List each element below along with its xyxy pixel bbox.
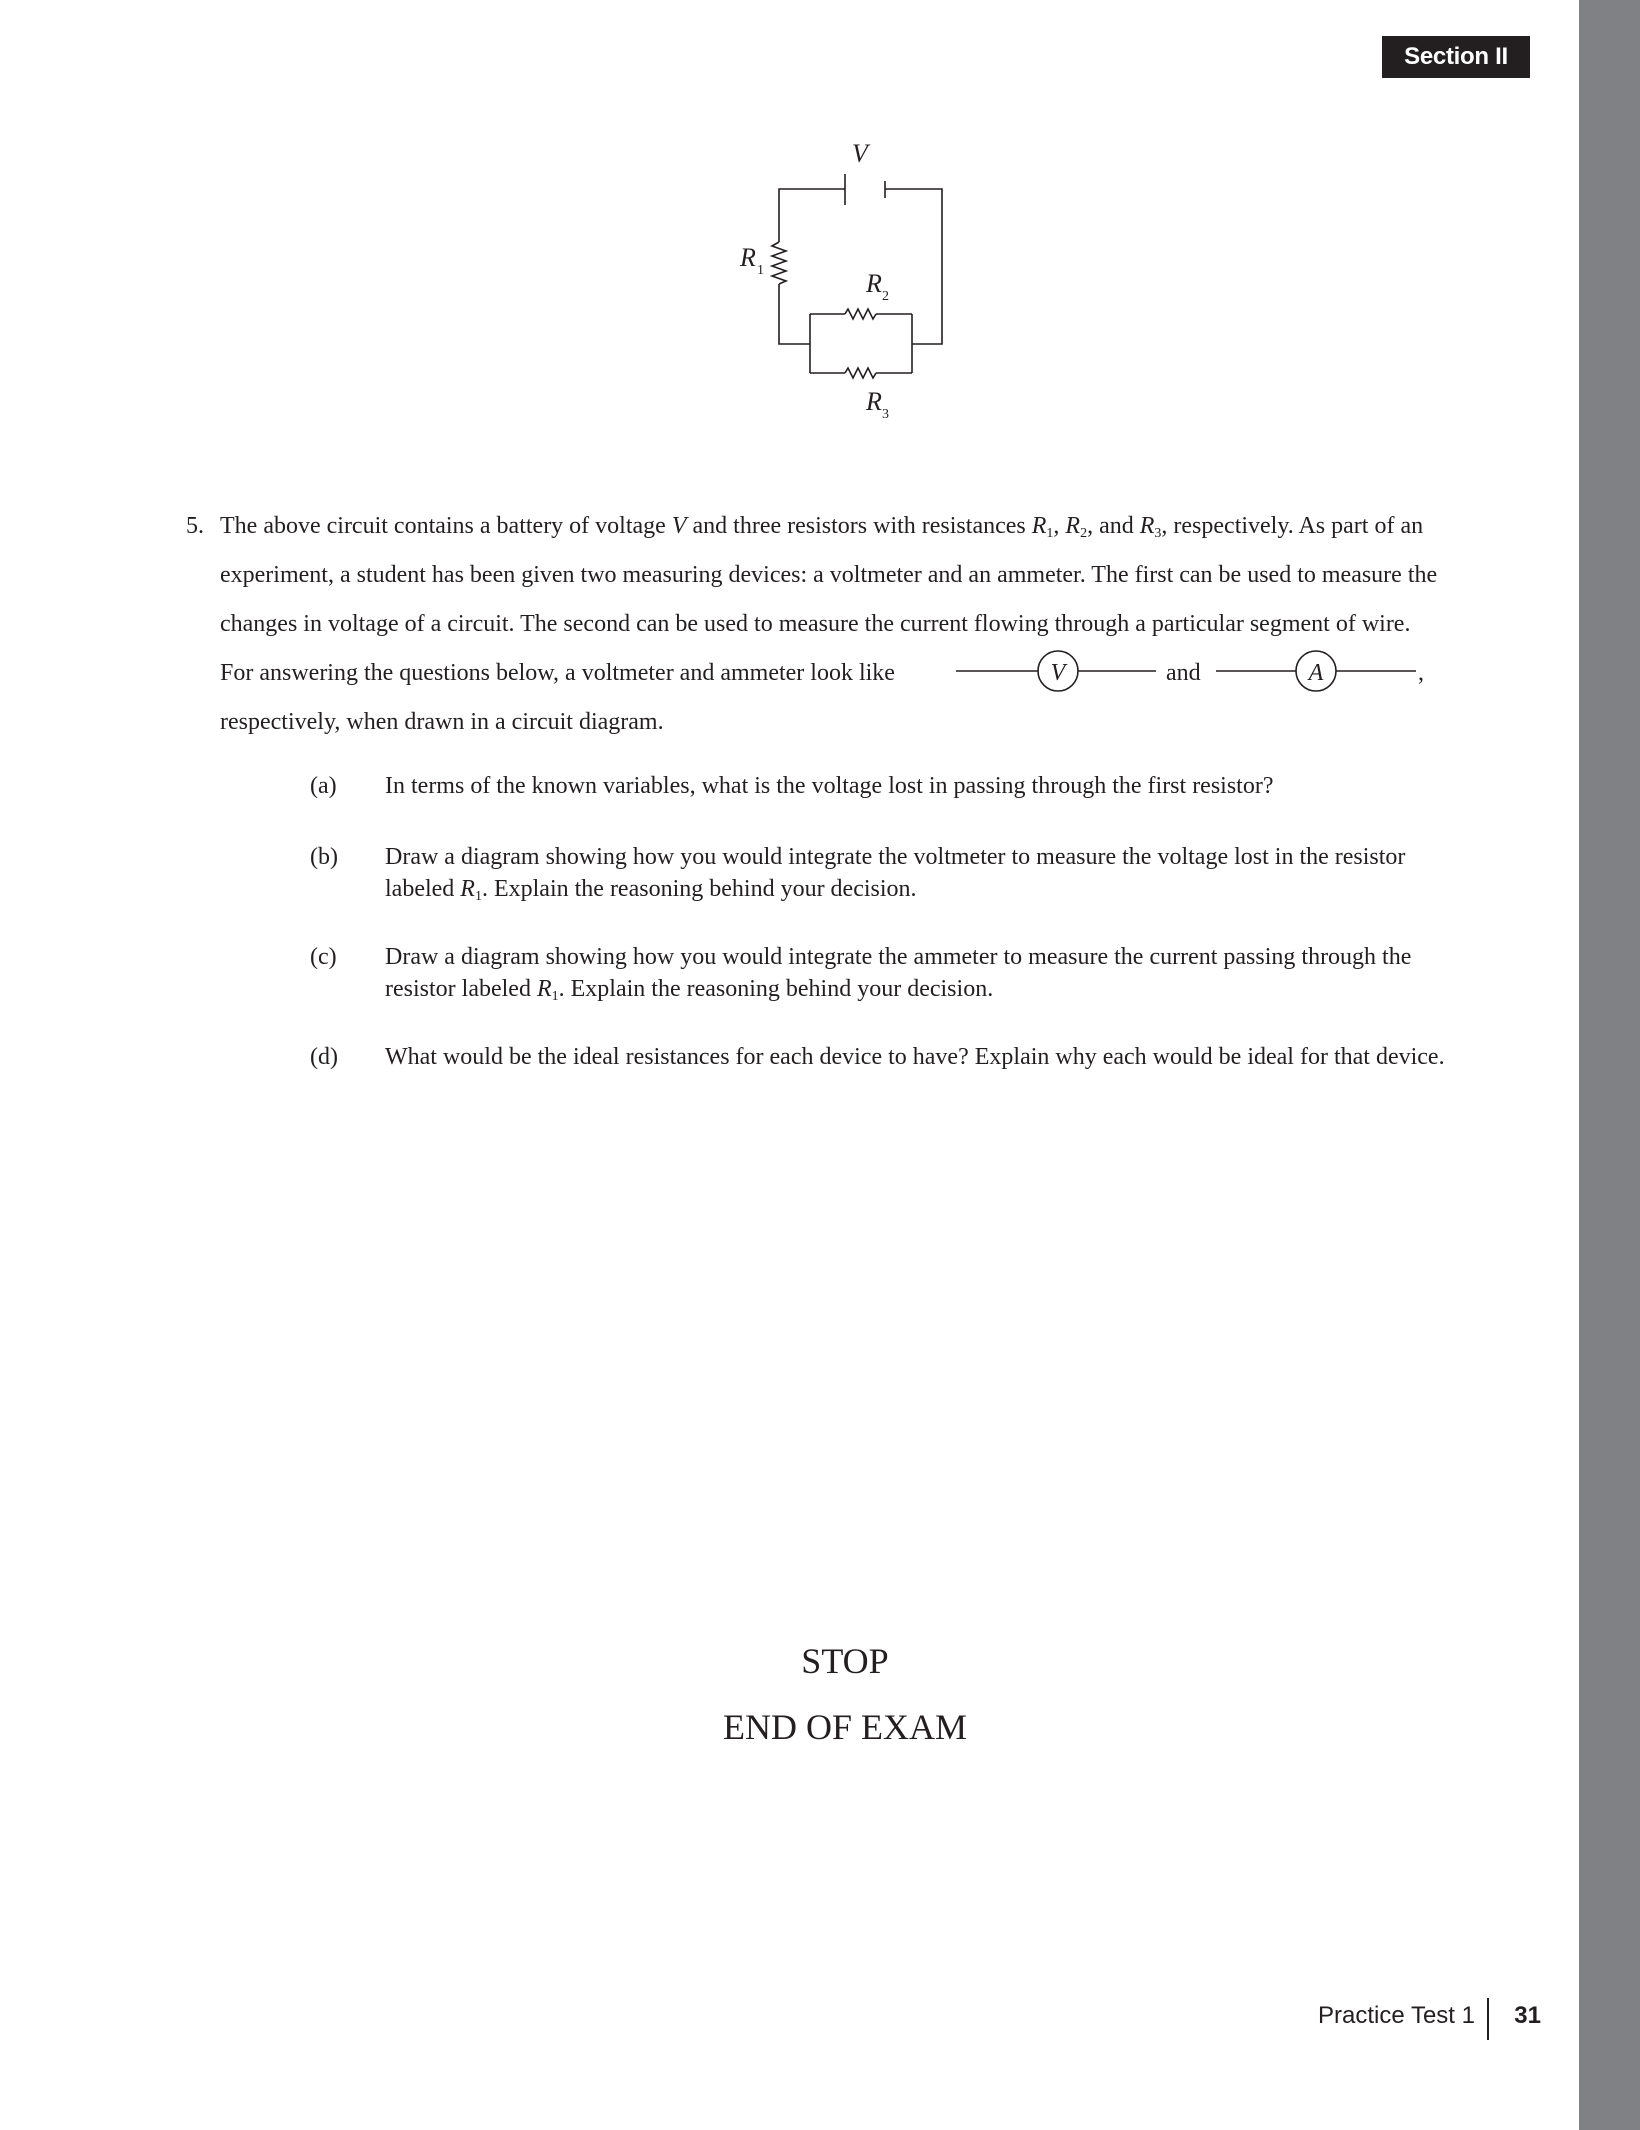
battery-label: V [852, 139, 868, 168]
question-text-4: For answering the questions below, a voltmeter and ammeter look like [220, 660, 895, 686]
r-subscript: 1 [551, 989, 559, 1004]
wire-top-left [779, 189, 845, 242]
resistor-r2 [845, 309, 876, 319]
question-text-1c: , [1053, 513, 1066, 539]
r1-subscript: 1 [757, 263, 764, 278]
part-text-a: In terms of the known variables, what is the voltage lost in passing through the first resistor? [385, 773, 1274, 799]
section-label: Section II [1382, 36, 1530, 78]
part-c-line-1: Draw a diagram showing how you would integrate the ammeter to measure the current passing through the [385, 944, 1412, 970]
r3-label: R [866, 387, 882, 416]
part-b-line-2a: labeled [385, 876, 461, 902]
r-variable: R [460, 876, 475, 902]
part-label-a: (a) [310, 773, 337, 799]
svg-text:V: V [1050, 660, 1066, 686]
question-line-3: changes in voltage of a circuit. The second can be used to measure the current flowing through a particular segment of wire. [220, 611, 1411, 637]
r-variable: R [1139, 513, 1155, 539]
part-b-line-1: Draw a diagram showing how you would integrate the voltmeter to measure the voltage lost in the resistor [385, 844, 1406, 870]
r-subscript-1: 1 [1046, 526, 1054, 541]
r-subscript: 1 [474, 889, 482, 904]
footer-label: Practice Test 1 [1318, 2002, 1475, 2029]
part-b-line-2b: . Explain the reasoning behind your decision. [481, 876, 917, 902]
ammeter-symbol-icon [1216, 649, 1416, 698]
question-line-4 [186, 649, 1566, 698]
r-subscript-3: 3 [1154, 526, 1162, 541]
r-variable: R [536, 976, 552, 1002]
part-c-line-2b: . Explain the reasoning behind your decision. [558, 976, 994, 1002]
question-number: 5. [186, 513, 204, 539]
question-line-2: experiment, a student has been given two measuring devices: a voltmeter and an ammeter. The first can be used to measure the [220, 562, 1438, 588]
page-edge-tab [1579, 0, 1640, 2130]
resistor-r1 [772, 242, 786, 284]
trailing-comma: , [1418, 660, 1424, 686]
part-text-c [385, 941, 1555, 1005]
r2-subscript: 2 [882, 289, 889, 304]
voltage-variable: V [671, 513, 687, 539]
part-text-b [385, 841, 1555, 905]
r3-subscript: 3 [882, 407, 889, 422]
question-text-1d: , and [1087, 513, 1140, 539]
question-line-1 [186, 502, 1566, 551]
part-label-b: (b) [310, 844, 338, 870]
page-number: 31 [1514, 2002, 1541, 2029]
wire-top-right [885, 189, 942, 344]
part-label-c: (c) [310, 944, 337, 970]
question-text-1b: and three resistors with resistances [686, 513, 1032, 539]
r1-label: R [740, 243, 756, 272]
footer-divider [1487, 1998, 1489, 2040]
question-5 [186, 502, 1566, 747]
and-word: and [1166, 660, 1201, 686]
svg-text:A: A [1308, 660, 1324, 686]
question-text-1a: The above circuit contains a battery of voltage [220, 513, 672, 539]
question-line-5: respectively, when drawn in a circuit diagram. [220, 709, 664, 735]
r-subscript-2: 2 [1080, 526, 1088, 541]
r-variable: R [1031, 513, 1047, 539]
resistor-r3 [845, 368, 876, 378]
part-label-d: (d) [310, 1044, 338, 1070]
stop-text: STOP [801, 1641, 889, 1681]
voltmeter-symbol-icon [956, 649, 1156, 698]
wire-left-lower [779, 284, 810, 344]
end-of-exam-text: END OF EXAM [722, 1707, 967, 1747]
r2-label: R [866, 269, 882, 298]
part-c-line-2a: resistor labeled [385, 976, 537, 1002]
r-variable: R [1065, 513, 1081, 539]
question-text-1e: , respectively. As part of an [1161, 513, 1424, 539]
page-footer [1300, 1998, 1541, 2040]
part-text-d: What would be the ideal resistances for each device to have? Explain why each would be ideal for that device. [385, 1044, 1445, 1070]
circuit-diagram [700, 130, 960, 430]
